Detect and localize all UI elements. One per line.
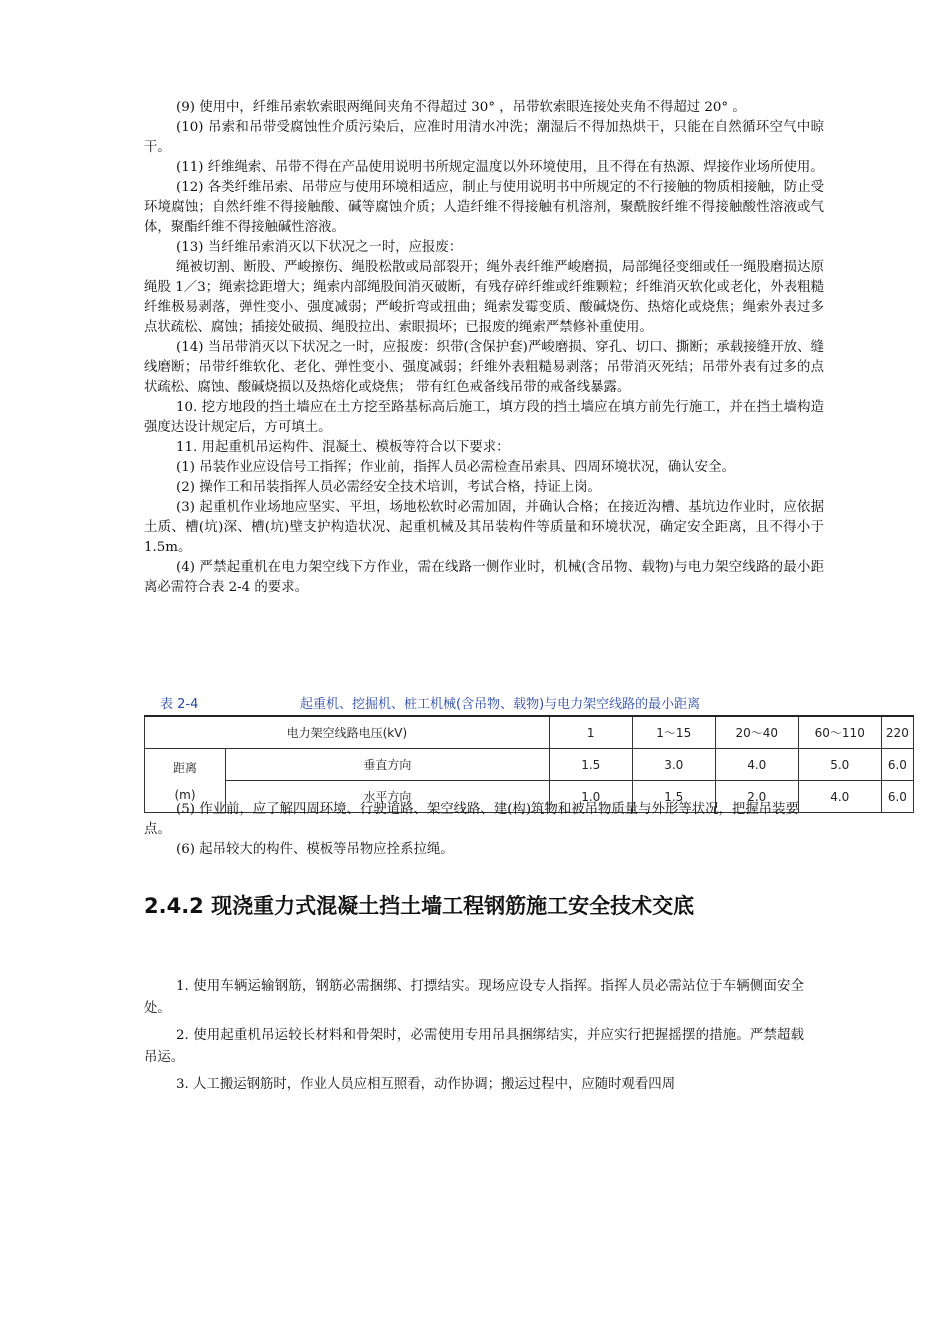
table-header-row <box>145 716 914 749</box>
item-11-5: (5) 作业前，应了解四周环境、行驶道路、架空线路、建(构)筑物和被吊物质量与外形等状况，把握吊装要点。 <box>144 802 799 837</box>
section-2-item-3: 3. 人工搬运钢筋时，作业人员应相互照看，动作协调；搬运过程中，应随时观看四周 <box>176 1077 676 1092</box>
item-11-1: (1) 吊装作业应设信号工指挥；作业前，指挥人员必需检查吊索具、四周环境状况，确认安全。 <box>176 460 735 475</box>
voltage-cell: 60～110 <box>798 716 881 749</box>
table-row-vertical <box>145 749 914 781</box>
item-11-4: (4) 严禁起重机在电力架空线下方作业，需在线路一侧作业时，机械(含吊物、载物)与电力架空线路的最小距离必需符合表 2-4 的要求。 <box>144 560 824 595</box>
paragraph-10: (10) 吊索和吊带受腐蚀性介质污染后，应准时用清水冲洗；潮湿后不得加热烘干，只能在自然循环空气中晾干。 <box>144 120 824 155</box>
section-heading: 2.4.2 现浇重力式混凝土挡土墙工程钢筋施工安全技术交底 <box>144 894 695 918</box>
distance-label: 距离 <box>172 761 197 775</box>
vertical-label: 垂直方向 <box>226 749 550 781</box>
item-10: 10. 挖方地段的挡土墙应在土方挖至路基标高后施工，填方段的挡土墙应在填方前先行施工，并在挡土墙构造强度达设计规定后，方可填土。 <box>144 400 824 435</box>
section-2-item-1: 1. 使用车辆运输钢筋，钢筋必需捆绑、打摽结实。现场应设专人指挥。指挥人员必需站位于车辆侧面安全处。 <box>144 979 804 1016</box>
voltage-header: 电力架空线路电压(kV) <box>145 716 550 749</box>
paragraph-13: (13) 当纤维吊索消灭以下状况之一时，应报废： <box>176 240 463 255</box>
value-cell: 4.0 <box>798 781 881 813</box>
item-11-6: (6) 起吊较大的构件、模板等吊物应拴系拉绳。 <box>176 842 454 857</box>
voltage-cell: 220 <box>881 716 913 749</box>
voltage-cell: 20～40 <box>715 716 798 749</box>
value-cell: 6.0 <box>881 781 913 813</box>
section-2-text <box>144 976 804 1101</box>
voltage-cell: 1～15 <box>632 716 715 749</box>
paragraph-13-detail: 绳被切割、断股、严峻擦伤、绳股松散或局部裂开；绳外表纤维严峻磨损，局部绳径变细或任一绳股磨损达原绳股 1／3；绳索捻距增大；绳索内部绳股间消灭破断，有残存碎纤维或纤维颗粒；纤维消灭软化或老化，外表粗糙纤维极易剥落，弹性变小、强度减弱；严峻折弯或扭曲；绳索发霉变质、酸碱烧伤、热熔化或烧焦；绳索外表过多点状疏松、腐蚀；插接处破损、绳股拉出、索眼损坏；已报废的绳索严禁修补重使用。 <box>144 260 824 335</box>
paragraph-11: (11) 纤维绳索、吊带不得在产品使用说明书所规定温度以外环境使用，且不得在有热源、焊接作业场所使用。 <box>176 160 824 175</box>
overlay-text <box>144 800 824 860</box>
item-11-2: (2) 操作工和吊装指挥人员必需经安全技术培训，考试合格，持证上岗。 <box>176 480 601 495</box>
value-cell: 1.0 <box>549 781 632 813</box>
horizontal-label: 水平方向 <box>226 781 550 813</box>
value-cell: 2.0 <box>715 781 798 813</box>
value-cell: 5.0 <box>798 749 881 781</box>
paragraph-9: (9) 使用中，纤维吊索软索眼两绳间夹角不得超过 30° ，吊带软索眼连接处夹角不得超过 20° 。 <box>176 100 746 115</box>
value-cell: 3.0 <box>632 749 715 781</box>
table-title: 起重机、挖掘机、桩工机械(含吊物、载物)与电力架空线路的最小距离 <box>300 696 701 712</box>
value-cell: 1.5 <box>549 749 632 781</box>
paragraph-12: (12) 各类纤维吊索、吊带应与使用环境相适应，制止与使用说明书中所规定的不行接触的物质相接触，防止受环境腐蚀；自然纤维不得接触酸、碱等腐蚀介质；人造纤维不得接触有机溶剂，聚酰胺纤维不得接触酸性溶液或气体，聚酯纤维不得接触碱性溶液。 <box>144 180 824 235</box>
table-number: 表 2-4 <box>160 696 199 712</box>
table-caption <box>144 689 914 715</box>
item-11-3: (3) 起重机作业场地应坚实、平坦，场地松软时必需加固，并确认合格；在接近沟槽、基坑边作业时，应依据土质、槽(坑)深、槽(坑)壁支护构造状况、起重机械及其吊装构件等质量和环境状况，确定安全距离，且不得小于 1.5m。 <box>144 500 824 555</box>
distance-table <box>144 715 914 813</box>
item-11: 11. 用起重机吊运构件、混凝土、模板等符合以下要求： <box>176 440 510 455</box>
paragraph-14: (14) 当吊带消灭以下状况之一时，应报废：织带(含保护套)严峻磨损、穿孔、切口、撕断；承载接缝开放、缝线磨断；吊带纤维软化、老化、弹性变小、强度减弱；纤维外表粗糙易剥落；吊带消灭死结；吊带外表有过多的点状疏松、腐蚀、酸碱烧损以及热熔化或烧焦； 带有红色戒备线吊带的戒备线暴露。 <box>144 340 824 395</box>
section-2-item-2: 2. 使用起重机吊运较长材料和骨架时，必需使用专用吊具捆绑结实，并应实行把握摇摆的措施。严禁超载吊运。 <box>144 1028 804 1065</box>
value-cell: 6.0 <box>881 749 913 781</box>
voltage-cell: 1 <box>549 716 632 749</box>
value-cell: 4.0 <box>715 749 798 781</box>
body-text <box>144 98 824 598</box>
distance-table-block <box>144 689 914 813</box>
distance-unit: (m) <box>174 788 196 802</box>
value-cell: 1.5 <box>632 781 715 813</box>
